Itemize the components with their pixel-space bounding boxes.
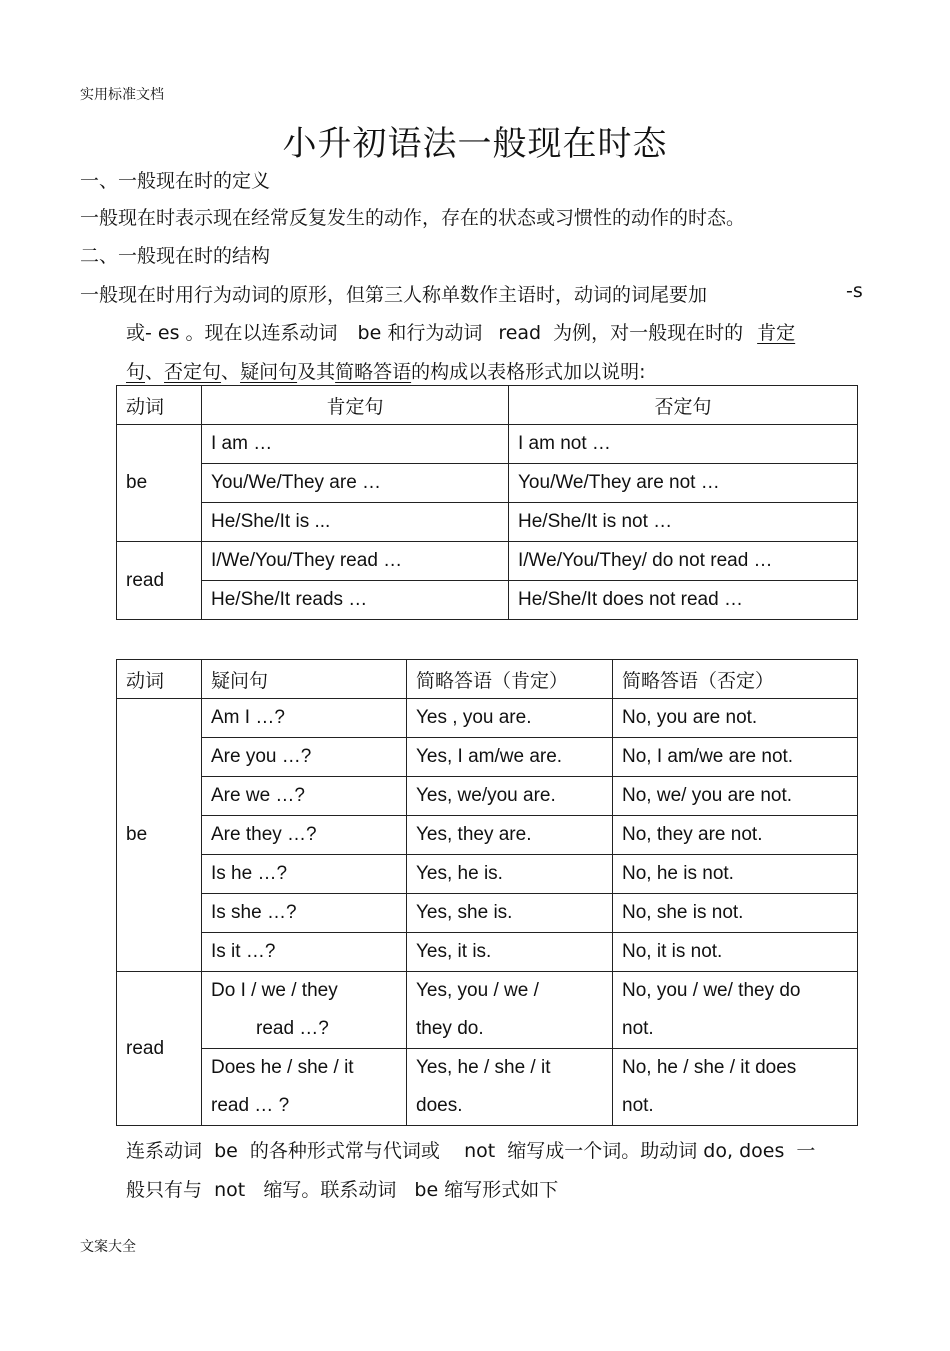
suffix-s: -s (846, 280, 863, 302)
short-no-cell: No, they are not. (613, 816, 858, 855)
affirmative-cell: You/We/They are … (202, 464, 509, 503)
short-yes-cell: Yes, I am/we are. (407, 738, 613, 777)
line-2-part-a: 或- es 。现在以连系动词 (126, 322, 338, 344)
line-2-part-b: be 和行为动词 (357, 322, 483, 344)
short-no-cell: No, I am/we are not. (613, 738, 858, 777)
header-question: 疑问句 (202, 660, 407, 699)
table-header-row (117, 386, 858, 425)
short-no-cell (613, 972, 858, 1049)
section-2-line-1 (80, 280, 863, 307)
question-cell: Are they …? (202, 816, 407, 855)
table-row (117, 855, 858, 894)
separator: 、 (221, 361, 241, 383)
term-negative: 否定句 (164, 361, 222, 383)
answer-line-2: they do. (416, 1018, 484, 1039)
section-1-text: 一般现在时表示现在经常反复发生的动作，存在的状态或习惯性的动作的时态。 (80, 207, 746, 229)
question-line-2: read … ? (211, 1095, 290, 1116)
answer-line-1: Yes, you / we / (416, 980, 539, 1001)
affirmative-cell: I am … (202, 425, 509, 464)
question-cell (202, 1049, 407, 1126)
line-2-part-d: 为例，对一般现在时的 (553, 322, 744, 344)
verb-be-cell: be (117, 699, 202, 972)
section-2-heading: 二、一般现在时的结构 (80, 245, 271, 267)
table-row (117, 699, 858, 738)
verb-read-cell: read (117, 542, 202, 620)
line-2-part-c: read (498, 322, 542, 344)
short-no-cell (613, 1049, 858, 1126)
question-cell (202, 972, 407, 1049)
page-title: 小升初语法一般现在时态 (282, 124, 668, 164)
affirmative-negative-table (116, 385, 858, 620)
question-line-1: Does he / she / it (211, 1057, 354, 1078)
section-2-line-1-text: 一般现在时用行为动词的原形，但第三人称单数作主语时，动词的词尾要加 (80, 284, 708, 306)
short-yes-cell: Yes, we/you are. (407, 777, 613, 816)
closing-line-2: 般只有与 not 缩写。联系动词 be 缩写形式如下 (126, 1179, 559, 1201)
table-row (117, 464, 858, 503)
short-yes-cell (407, 972, 613, 1049)
answer-line-2: does. (416, 1095, 463, 1116)
table-row (117, 1049, 858, 1126)
header-note: 实用标准文档 (80, 87, 164, 103)
table-header-row (117, 660, 858, 699)
table-row (117, 777, 858, 816)
table-row (117, 542, 858, 581)
connector-text: 及其 (297, 361, 336, 383)
negative-cell: He/She/It does not read … (509, 581, 858, 620)
header-verb: 动词 (117, 386, 202, 425)
question-cell: Is it …? (202, 933, 407, 972)
negative-cell: He/She/It is not … (509, 503, 858, 542)
term-affirmative: 肯定 (757, 322, 796, 344)
short-no-cell: No, he is not. (613, 855, 858, 894)
answer-line-1: Yes, he / she / it (416, 1057, 551, 1078)
term-question: 疑问句 (240, 361, 298, 383)
table-row (117, 503, 858, 542)
short-no-cell: No, it is not. (613, 933, 858, 972)
short-yes-cell: Yes , you are. (407, 699, 613, 738)
verb-be-cell: be (117, 425, 202, 542)
header-short-no: 简略答语（否定） (613, 660, 858, 699)
section-1-heading: 一、一般现在时的定义 (80, 170, 271, 192)
short-no-cell: No, she is not. (613, 894, 858, 933)
question-cell: Are we …? (202, 777, 407, 816)
short-no-cell: No, you are not. (613, 699, 858, 738)
answer-line-1: No, he / she / it does (622, 1057, 797, 1078)
affirmative-cell: I/We/You/They read … (202, 542, 509, 581)
header-affirmative: 肯定句 (202, 386, 509, 425)
separator: 、 (145, 361, 165, 383)
answer-line-2: not. (622, 1018, 654, 1039)
section-2-line-3 (126, 357, 646, 384)
question-cell: Is she …? (202, 894, 407, 933)
closing-line-1: 连系动词 be 的各种形式常与代词或 not 缩写成一个词。助动词 do, does 一 (126, 1140, 816, 1162)
header-negative: 否定句 (509, 386, 858, 425)
affirmative-cell: He/She/It reads … (202, 581, 509, 620)
header-short-yes: 简略答语（肯定） (407, 660, 613, 699)
table-row (117, 738, 858, 777)
question-cell: Are you …? (202, 738, 407, 777)
short-yes-cell: Yes, it is. (407, 933, 613, 972)
table-row (117, 933, 858, 972)
footer-note: 文案大全 (80, 1239, 136, 1255)
table-row (117, 816, 858, 855)
answer-line-2: not. (622, 1095, 654, 1116)
table-row (117, 972, 858, 1049)
term-affirmative-end: 句 (126, 361, 146, 383)
table-row (117, 894, 858, 933)
negative-cell: I/We/You/They/ do not read … (509, 542, 858, 581)
question-cell: Is he …? (202, 855, 407, 894)
term-short-answer: 简略答语 (335, 361, 412, 383)
short-yes-cell: Yes, he is. (407, 855, 613, 894)
table-row (117, 425, 858, 464)
short-yes-cell: Yes, they are. (407, 816, 613, 855)
verb-read-cell: read (117, 972, 202, 1126)
header-verb: 动词 (117, 660, 202, 699)
affirmative-cell: He/She/It is ... (202, 503, 509, 542)
short-no-cell: No, we/ you are not. (613, 777, 858, 816)
negative-cell: You/We/They are not … (509, 464, 858, 503)
question-line-1: Do I / we / they (211, 980, 338, 1001)
question-answer-table (116, 659, 858, 1126)
answer-line-1: No, you / we/ they do (622, 980, 801, 1001)
section-2-line-2 (126, 318, 795, 345)
short-yes-cell (407, 1049, 613, 1126)
question-cell: Am I …? (202, 699, 407, 738)
line-3-tail: 的构成以表格形式加以说明: (411, 361, 646, 383)
short-yes-cell: Yes, she is. (407, 894, 613, 933)
question-line-2: read …? (256, 1018, 329, 1039)
negative-cell: I am not … (509, 425, 858, 464)
table-row (117, 581, 858, 620)
